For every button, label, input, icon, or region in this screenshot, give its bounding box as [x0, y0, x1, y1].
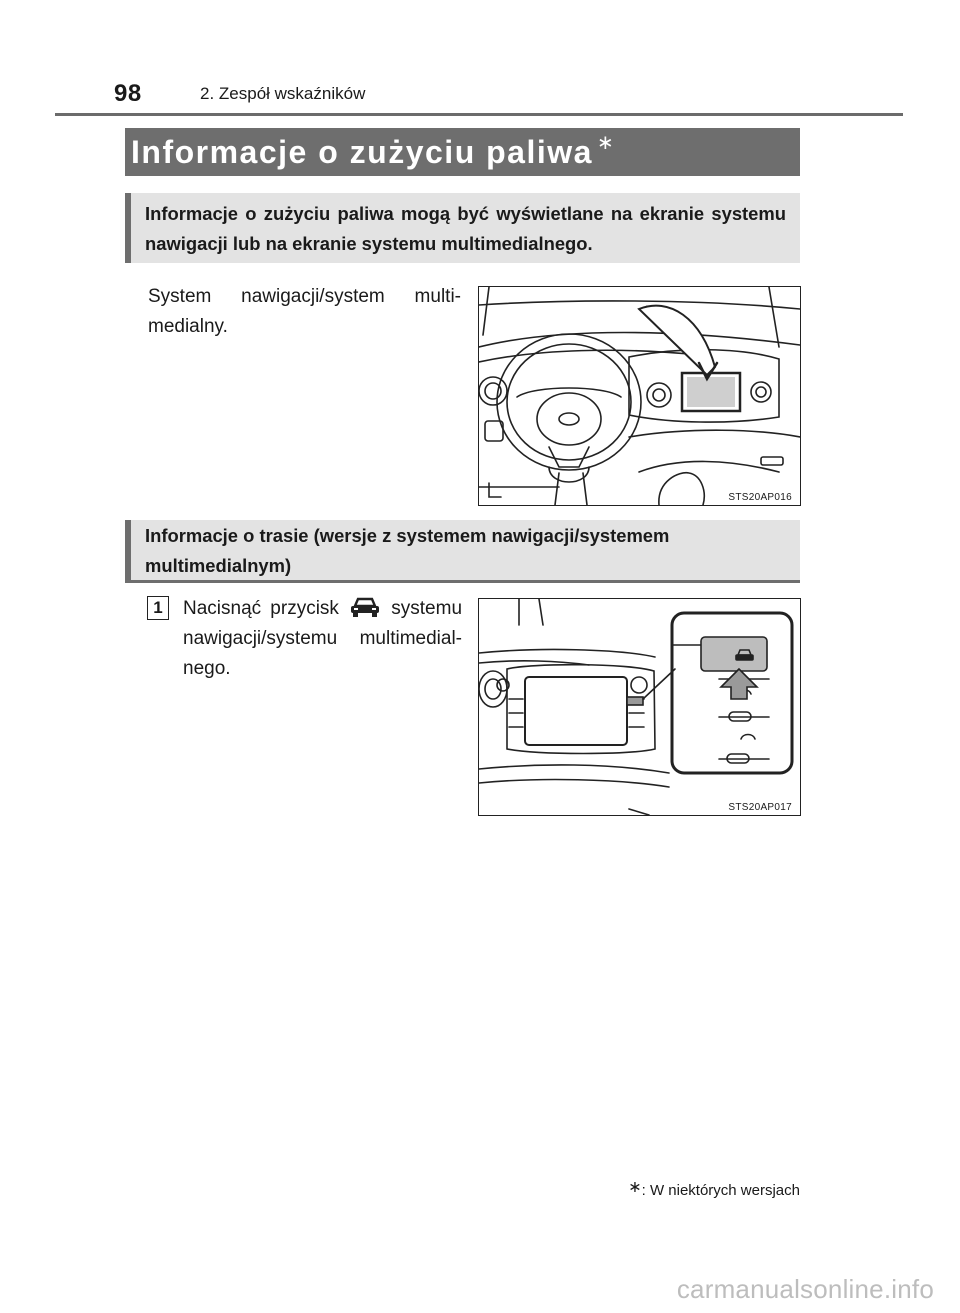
- figure-code: STS20AP017: [728, 802, 792, 813]
- figure-multimedia-button: [478, 598, 801, 816]
- footnote: [628, 1180, 800, 1200]
- page-title-text: Informacje o zużyciu paliwa: [131, 134, 593, 170]
- dashboard-illustration: [479, 287, 800, 505]
- intro-box: [125, 193, 800, 263]
- footnote-text: : W niektórych wersjach: [641, 1182, 800, 1199]
- route-info-box: [125, 520, 800, 580]
- running-header: 2. Zespół wskaźników: [200, 84, 366, 103]
- navigation-paragraph: System nawigacji/system multi-medialny.: [148, 286, 461, 337]
- footnote-asterisk: ∗: [628, 1179, 642, 1196]
- route-info-text: Informacje o trasie (wersje z systemem nawigacji/systemem multimedialnym): [145, 525, 670, 576]
- step-instruction: [183, 594, 462, 684]
- figure-dashboard-screen: [478, 286, 801, 506]
- title-asterisk-marker: ∗: [596, 132, 614, 154]
- car-icon: [348, 596, 382, 618]
- step-number-badge: 1: [147, 596, 169, 620]
- step-text-after: systemu nawigacji/systemu multimedial-nego.: [183, 598, 463, 679]
- figure-code: STS20AP016: [728, 492, 792, 503]
- intro-text: Informacje o zużyciu paliwa mogą być wyświetlane na ekranie systemu nawigacji lub na ekranie systemu multimedialnego.: [145, 203, 786, 254]
- header-rule: [55, 113, 903, 116]
- watermark: carmanualsonline.info: [676, 1274, 934, 1304]
- multimedia-illustration: [479, 599, 800, 815]
- route-info-rule: [125, 580, 800, 583]
- page-number: 98: [114, 80, 142, 107]
- step-text-before: Nacisnąć przycisk: [183, 598, 339, 619]
- page-title: [131, 132, 614, 171]
